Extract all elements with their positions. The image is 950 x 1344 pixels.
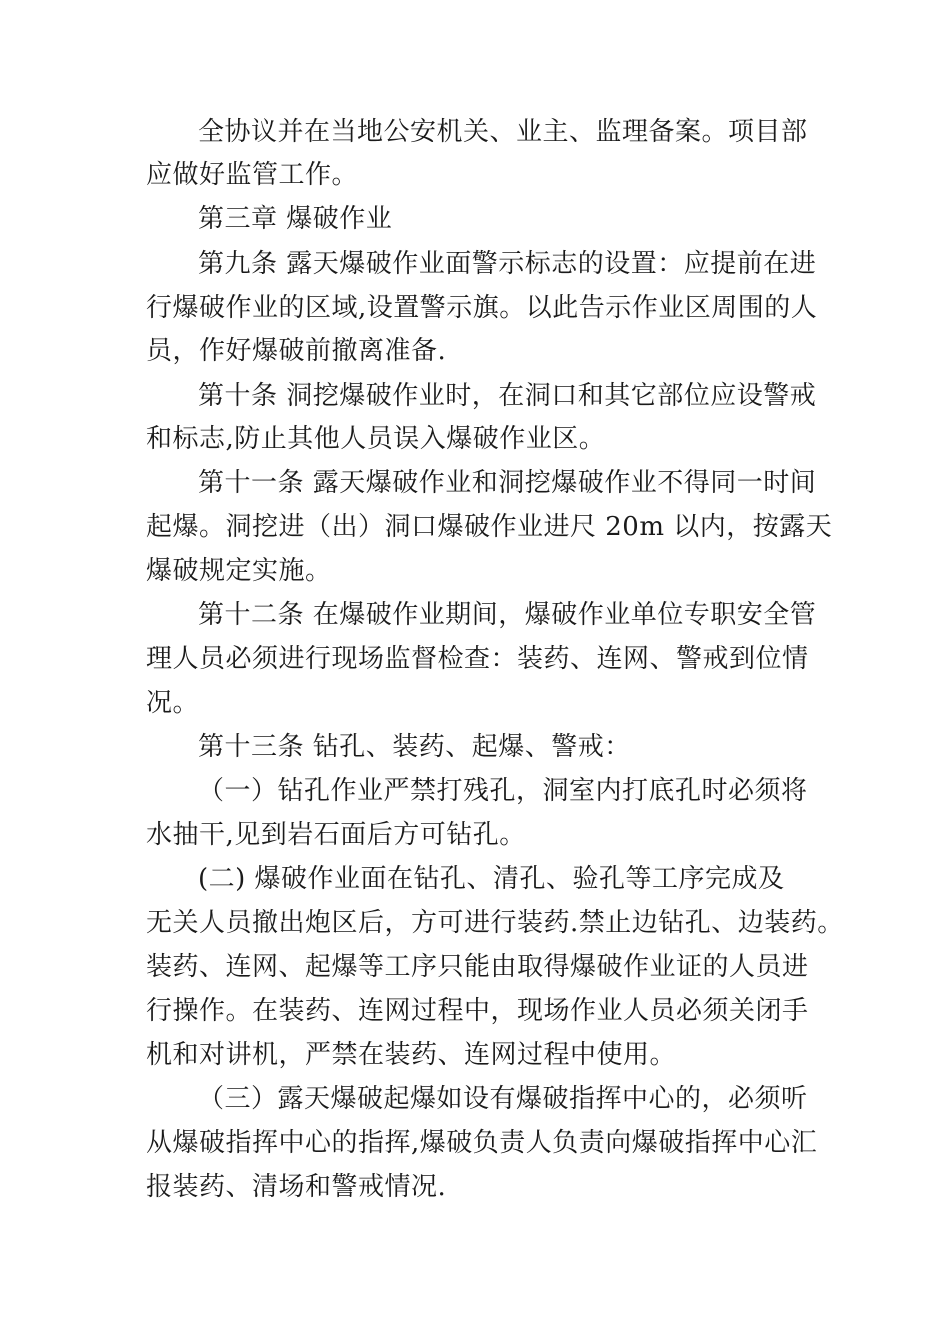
text-line: 理人员必须进行现场监督检查：装药、连网、警戒到位情 <box>146 644 809 674</box>
text-line: 第十三条 钻孔、装药、起爆、警戒： <box>198 732 631 762</box>
text-line: 报装药、清场和警戒情况. <box>146 1172 447 1202</box>
text-line: 行操作。在装药、连网过程中，现场作业人员必须关闭手 <box>146 996 809 1026</box>
text-line: 水抽干,见到岩石面后方可钻孔。 <box>146 820 526 850</box>
text-line: 和标志,防止其他人员误入爆破作业区。 <box>146 424 606 454</box>
text-line: 况。 <box>146 688 200 718</box>
text-line: 行爆破作业的区域,设置警示旗。以此告示作业区周围的人 <box>146 293 818 323</box>
text-line: 从爆破指挥中心的指挥,爆破负责人负责向爆破指挥中心汇 <box>146 1128 818 1158</box>
text-line: (二) 爆破作业面在钻孔、清孔、验孔等工序完成及 <box>198 864 785 894</box>
text-line: 全协议并在当地公安机关、业主、监理备案。项目部 <box>198 117 808 147</box>
text-line: （一）钻孔作业严禁打残孔，洞室内打底孔时必须将 <box>198 776 808 806</box>
text-line: 第十条 洞挖爆破作业时，在洞口和其它部位应设警戒 <box>198 381 817 411</box>
text-line: 无关人员撤出炮区后，方可进行装药.禁止边钻孔、边装药。 <box>146 908 844 938</box>
text-line: 机和对讲机，严禁在装药、连网过程中使用。 <box>146 1040 677 1070</box>
text-line: 第十二条 在爆破作业期间，爆破作业单位专职安全管 <box>198 600 817 630</box>
text-line: 第九条 露天爆破作业面警示标志的设置：应提前在进 <box>198 249 817 279</box>
text-line: 应做好监管工作。 <box>146 160 359 190</box>
text-line: 爆破规定实施。 <box>146 556 332 586</box>
text-line: 员，作好爆破前撤离准备. <box>146 336 447 366</box>
text-line: 起爆。洞挖进（出）洞口爆破作业进尺 20m 以内，按露天 <box>146 512 833 542</box>
text-line: 装药、连网、起爆等工序只能由取得爆破作业证的人员进 <box>146 952 809 982</box>
text-line: （三）露天爆破起爆如设有爆破指挥中心的，必须听 <box>198 1084 808 1114</box>
chapter-heading: 第三章 爆破作业 <box>198 204 393 234</box>
text-line: 第十一条 露天爆破作业和洞挖爆破作业不得同一时间 <box>198 468 817 498</box>
